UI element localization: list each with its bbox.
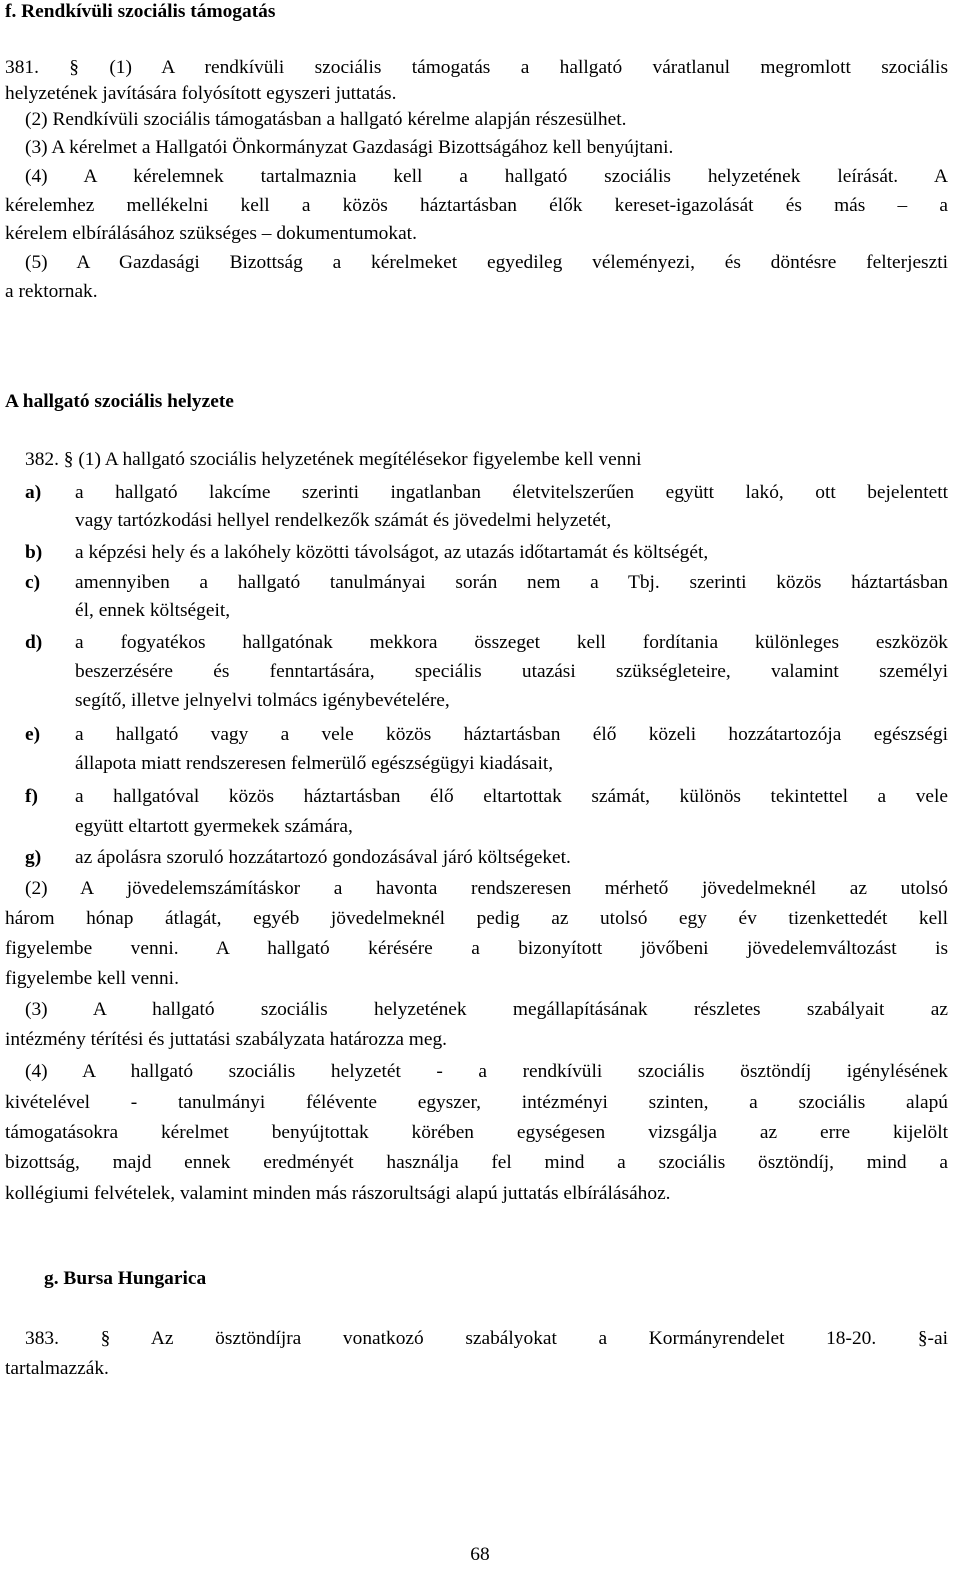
- item-b-label: b): [25, 542, 43, 563]
- item-a-label: a): [25, 482, 42, 503]
- paragraph-381-4-line-2: kérelemhez mellékelni kell a közös háztartásban élők kereset-igazolását és más – a: [5, 195, 948, 216]
- paragraph-382-4-line-2: kivételével - tanulmányi félévente egyszer, intézményi szinten, a szociális alapú: [5, 1092, 948, 1113]
- paragraph-381-1-line-1: 381. § (1) A rendkívüli szociális támogatás a hallgató váratlanul megromlott szociális: [5, 57, 948, 78]
- item-d-line-1: a fogyatékos hallgatónak mekkora összeget kell fordítania különleges eszközök: [75, 632, 948, 653]
- paragraph-381-4-line-1: (4) A kérelemnek tartalmaznia kell a hallgató szociális helyzetének leírását. A: [25, 166, 948, 187]
- item-c-line-1: amennyiben a hallgató tanulmányai során nem a Tbj. szerinti közös háztartásban: [75, 572, 948, 593]
- paragraph-383-line-2: tartalmazzák.: [5, 1358, 109, 1379]
- paragraph-381-2: (2) Rendkívüli szociális támogatásban a hallgató kérelme alapján részesülhet.: [25, 109, 627, 130]
- item-b-line-1: a képzési hely és a lakóhely közötti távolságot, az utazás időtartamát és költségét,: [75, 542, 709, 563]
- paragraph-382-2-line-4: figyelembe kell venni.: [5, 968, 179, 989]
- paragraph-381-5-line-2: a rektornak.: [5, 281, 98, 302]
- section-f-heading: f. Rendkívüli szociális támogatás: [5, 1, 276, 22]
- item-e-label: e): [25, 724, 41, 745]
- paragraph-382-2-line-2: három hónap átlagát, egyéb jövedelmeknél pedig az utolsó egy év tizenkettedét kell: [5, 908, 948, 929]
- item-f-label: f): [25, 786, 38, 807]
- paragraph-381-5-line-1: (5) A Gazdasági Bizottság a kérelmeket egyedileg véleményezi, és döntésre felterjeszti: [25, 252, 948, 273]
- item-e-line-1: a hallgató vagy a vele közös háztartásban élő közeli hozzátartozója egészségi: [75, 724, 948, 745]
- item-d-line-3: segítő, illetve jelnyelvi tolmács igénybevételére,: [75, 690, 450, 711]
- item-d-label: d): [25, 632, 43, 653]
- paragraph-383-line-1: 383. § Az ösztöndíjra vonatkozó szabályokat a Kormányrendelet 18-20. §-ai: [25, 1328, 948, 1349]
- paragraph-382-4-line-1: (4) A hallgató szociális helyzetét - a rendkívüli szociális ösztöndíj igénylésének: [25, 1061, 948, 1082]
- section-social-heading: A hallgató szociális helyzete: [5, 391, 234, 412]
- paragraph-382-2-line-1: (2) A jövedelemszámításkor a havonta rendszeresen mérhető jövedelmeknél az utolsó: [25, 878, 948, 899]
- item-g-line-1: az ápolásra szoruló hozzátartozó gondozásával járó költségeket.: [75, 847, 571, 868]
- item-g-label: g): [25, 847, 42, 868]
- paragraph-381-3: (3) A kérelmet a Hallgatói Önkormányzat Gazdasági Bizottságához kell benyújtani.: [25, 137, 674, 158]
- section-g-heading: g. Bursa Hungarica: [44, 1268, 207, 1289]
- paragraph-382-4-line-3: támogatásokra kérelmet benyújtottak körében egységesen vizsgálja az erre kijelölt: [5, 1122, 948, 1143]
- item-c-line-2: él, ennek költségeit,: [75, 600, 231, 621]
- item-a-line-2: vagy tartózkodási hellyel rendelkezők számát és jövedelmi helyzetét,: [75, 510, 612, 531]
- paragraph-381-4-line-3: kérelem elbírálásához szükséges – dokumentumokat.: [5, 223, 417, 244]
- paragraph-382-3-line-1: (3) A hallgató szociális helyzetének megállapításának részletes szabályait az: [25, 999, 948, 1020]
- paragraph-382-3-line-2: intézmény térítési és juttatási szabályzata határozza meg.: [5, 1029, 448, 1050]
- item-e-line-2: állapota miatt rendszeresen felmerülő egészségügyi kiadásait,: [75, 753, 554, 774]
- item-a-line-1: a hallgató lakcíme szerinti ingatlanban életvitelszerűen együtt lakó, ott bejelentett: [75, 482, 948, 503]
- item-f-line-2: együtt eltartott gyermekek számára,: [75, 816, 353, 837]
- paragraph-382-4-line-5: kollégiumi felvételek, valamint minden más rászorultsági alapú juttatás elbírálásához.: [5, 1183, 671, 1204]
- item-c-label: c): [25, 572, 41, 593]
- paragraph-381-1-line-2: helyzetének javítására folyósított egyszeri juttatás.: [5, 83, 397, 104]
- page-number: 68: [470, 1544, 490, 1565]
- paragraph-382-4-line-4: bizottság, majd ennek eredményét használja fel mind a szociális ösztöndíj, mind a: [5, 1152, 948, 1173]
- item-f-line-1: a hallgatóval közös háztartásban élő eltartottak számát, különös tekintettel a vele: [75, 786, 948, 807]
- paragraph-382-1: 382. § (1) A hallgató szociális helyzetének megítélésekor figyelembe kell venni: [25, 449, 642, 470]
- item-d-line-2: beszerzésére és fenntartására, speciális utazási szükségleteire, valamint személyi: [75, 661, 948, 682]
- paragraph-382-2-line-3: figyelembe venni. A hallgató kérésére a bizonyított jövőbeni jövedelemváltozást is: [5, 938, 948, 959]
